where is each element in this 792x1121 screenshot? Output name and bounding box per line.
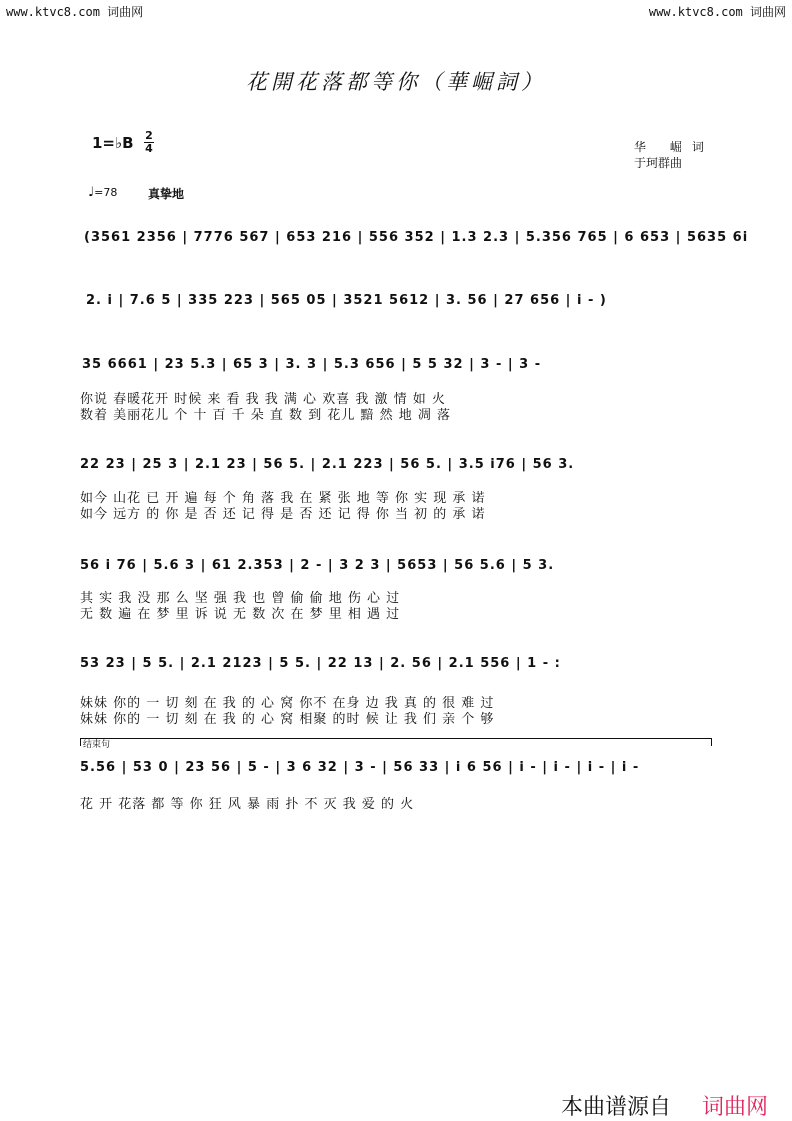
song-title: 花開花落都等你（華崛詞）	[246, 70, 546, 94]
footer-source-text: 本曲谱源自	[561, 1095, 672, 1120]
key-signature: 1=♭B	[92, 134, 134, 152]
watermark-left: www.ktvc8.com 词曲网	[6, 5, 144, 19]
score-line-5: 56 i 76 | 5.6 3 | 61 2.353 | 2 - | 3 2 3 | 5653 | 56 5.6 | 5 3.	[80, 558, 555, 573]
score-line-6: 53 23 | 5 5. | 2.1 2123 | 5 5. | 22 13 | 2. 56 | 2.1 556 | 1 - :	[80, 656, 561, 671]
meter-bottom: 4	[145, 142, 153, 155]
score-line-4: 22 23 | 25 3 | 2.1 23 | 56 5. | 2.1 223 | 56 5. | 3.5 i76 | 56 3.	[80, 457, 575, 472]
lyric-line-6b: 妹妹 你的 一 切 刻 在 我 的 心 窝 相聚 的时 候 让 我 们 亲 个 够	[80, 712, 495, 727]
score-line-3: 35 6661 | 23 5.3 | 65 3 | 3. 3 | 5.3 656 | 5 5 32 | 3 - | 3 -	[82, 357, 542, 372]
time-signature	[144, 130, 154, 155]
score-line-7: 5.56 | 53 0 | 23 56 | 5 - | 3 6 32 | 3 - | 56 33 | i 6 56 | i - | i - | i - | i -	[80, 760, 640, 775]
lyric-line-7a: 花 开 花落 都 等 你 狂 风 暴 雨 扑 不 灭 我 爱 的 火	[80, 797, 415, 812]
composer-credit: 于珂群曲	[634, 156, 683, 170]
lyric-line-5a: 其 实 我 没 那 么 坚 强 我 也 曾 偷 偷 地 伤 心 过	[80, 591, 401, 606]
ending-label: 结束句	[83, 740, 111, 750]
ending-bracket	[80, 738, 712, 746]
tempo-value: =78	[94, 186, 118, 199]
lyric-line-4a: 如今 山花 已 开 遍 每 个 角 落 我 在 紧 张 地 等 你 实 现 承 诺	[80, 491, 486, 506]
score-line-1: (3561 2356 | 7776 567 | 653 216 | 556 352 | 1.3 2.3 | 5.356 765 | 6 653 | 5635 6i	[84, 230, 749, 245]
expression-marking: 真挚地	[148, 187, 185, 201]
quarter-note-icon: ♩	[88, 185, 95, 200]
score-line-2: 2. i | 7.6 5 | 335 223 | 565 05 | 3521 5612 | 3. 56 | 27 656 | i - )	[86, 293, 607, 308]
footer-brand-link[interactable]: 词曲网	[702, 1095, 769, 1120]
watermark-right: www.ktvc8.com 词曲网	[648, 5, 786, 19]
lyric-line-5b: 无 数 遍 在 梦 里 诉 说 无 数 次 在 梦 里 相 遇 过	[80, 607, 401, 622]
lyricist-credit: 华 崛词	[634, 140, 714, 154]
lyric-line-3b: 数着 美丽花儿 个 十 百 千 朵 直 数 到 花儿 黯 然 地 凋 落	[80, 408, 451, 423]
lyric-line-6a: 妹妹 你的 一 切 刻 在 我 的 心 窝 你不 在身 边 我 真 的 很 难 过	[80, 696, 495, 711]
lyric-line-3a: 你说 春暖花开 时候 来 看 我 我 满 心 欢喜 我 激 情 如 火	[80, 392, 446, 407]
meter-top: 2	[145, 129, 153, 142]
tempo-marking	[88, 185, 117, 200]
lyric-line-4b: 如今 远方 的 你 是 否 还 记 得 是 否 还 记 得 你 当 初 的 承 诺	[80, 507, 486, 522]
